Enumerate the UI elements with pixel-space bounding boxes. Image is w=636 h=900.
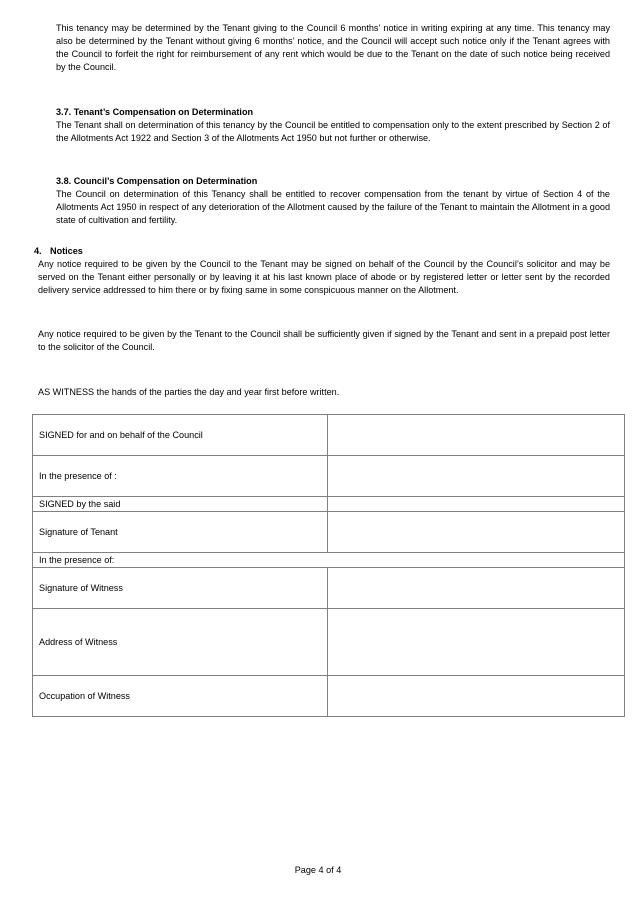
section-3-7 [56, 106, 610, 145]
section-4-label: Notices [50, 246, 83, 256]
signature-row-entry-field[interactable] [328, 512, 625, 553]
signature-table-row [33, 456, 625, 497]
signature-table-row [33, 609, 625, 676]
signature-table-row [33, 676, 625, 717]
section-4-number: 4. [34, 246, 42, 256]
signature-row-label: Signature of Tenant [33, 512, 328, 553]
paragraph-determination-notice [56, 22, 610, 74]
section-3-8-heading: 3.8. Council’s Compensation on Determination [56, 176, 258, 186]
signature-row-label: In the presence of : [33, 456, 328, 497]
section-3-7-body: The Tenant shall on determination of this tenancy by the Council be entitled to compensation only to the extent prescribed by Section 2 of the Allotments Act 1922 and Section 3 of the Allotments Act 1950 but not further or otherwise. [56, 120, 610, 144]
paragraph-text: Any notice required to be given by the Tenant to the Council shall be sufficiently given if signed by the Tenant and sent in a prepaid post letter to the solicitor of the Council. [38, 329, 610, 353]
signature-table-body [33, 415, 625, 717]
signature-row-entry-field[interactable] [328, 415, 625, 456]
witness-statement [38, 386, 610, 399]
signature-table-row [33, 568, 625, 609]
signature-row-label: In the presence of: [33, 553, 625, 568]
signature-row-entry-field[interactable] [328, 456, 625, 497]
section-3-8-body: The Council on determination of this Tenancy shall be entitled to recover compensation from the tenant by virtue of Section 4 of the Allotments Act 1950 in respect of any deterioration of the Allotment caused by the failure of the Tenant to maintain the Allotment in a good state of cultivation and fertility. [56, 189, 610, 226]
signature-table [32, 414, 625, 717]
signature-table-row [33, 497, 625, 512]
signature-row-label: Address of Witness [33, 609, 328, 676]
signature-row-entry-field[interactable] [328, 497, 625, 512]
signature-row-label: Occupation of Witness [33, 676, 328, 717]
page-footer: Page 4 of 4 [294, 865, 342, 875]
paragraph-text: AS WITNESS the hands of the parties the day and year first before written. [38, 387, 340, 397]
signature-row-label: Signature of Witness [33, 568, 328, 609]
section-3-7-heading: 3.7. Tenant’s Compensation on Determination [56, 107, 254, 117]
section-4-body-tenant-to-council [38, 328, 610, 354]
section-4-heading [34, 245, 83, 258]
signature-table-row [33, 415, 625, 456]
signature-table-row [33, 553, 625, 568]
signature-row-entry-field[interactable] [328, 609, 625, 676]
signature-row-entry-field[interactable] [328, 676, 625, 717]
paragraph-text: This tenancy may be determined by the Tenant giving to the Council 6 months’ notice in writing expiring at any time. This tenancy may also be determined by the Tenant without giving 6 months’ notice, and the Council will accept such notice only if the Tenant agrees with the Council to forfeit the right for reimbursement of any rent which would be due to the Tenant on the date of such notice being received by the Council. [56, 23, 610, 73]
signature-row-label: SIGNED for and on behalf of the Council [33, 415, 328, 456]
paragraph-text: Any notice required to be given by the Council to the Tenant may be signed on behalf of the Council by the Council’s solicitor and may be served on the Tenant either personally or by leaving it at his last known place of abode or by registered letter or letter sent by the recorded delivery service addressed to him there or by fixing same in some conspicuous manner on the Allotment. [38, 259, 610, 296]
signature-table-row [33, 512, 625, 553]
signature-row-entry-field[interactable] [328, 568, 625, 609]
section-4-body-council-to-tenant [38, 258, 610, 297]
section-3-8 [56, 175, 610, 227]
signature-row-label: SIGNED by the said [33, 497, 328, 512]
